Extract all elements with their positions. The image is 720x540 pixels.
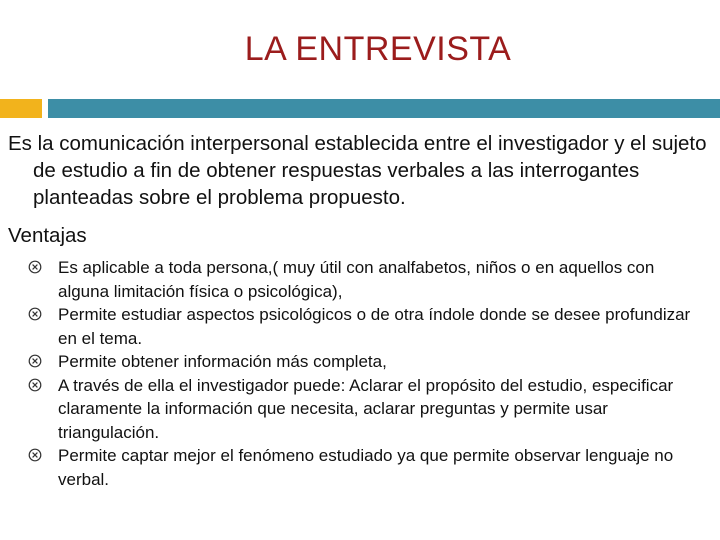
accent-bar bbox=[0, 99, 42, 118]
title-underline-bar bbox=[48, 99, 720, 118]
advantages-list bbox=[28, 256, 698, 491]
list-item-text: Permite estudiar aspectos psicológicos o de otra índole donde se desee profundizar en el tema. bbox=[58, 305, 691, 348]
list-item bbox=[28, 256, 698, 303]
list-item-text: Permite captar mejor el fenómeno estudiado ya que permite observar lenguaje no verbal. bbox=[58, 446, 674, 489]
circled-x-bullet-icon bbox=[28, 378, 42, 392]
intro-paragraph bbox=[8, 130, 716, 211]
circled-x-bullet-icon bbox=[28, 448, 42, 462]
list-item-text: Es aplicable a toda persona,( muy útil con analfabetos, niños o en aquellos con alguna limitación física o psicológica), bbox=[58, 258, 655, 301]
list-item bbox=[28, 374, 698, 445]
list-item-text: A través de ella el investigador puede: Aclarar el propósito del estudio, especificar claramente la información que necesita, aclarar preguntas y permite usar triangulación. bbox=[58, 375, 674, 442]
circled-x-bullet-icon bbox=[28, 354, 42, 368]
intro-text: Es la comunicación interpersonal establecida entre el investigador y el sujeto de estudio a fin de obtener respuestas verbales a las interrogantes planteadas sobre el problema propuesto. bbox=[8, 132, 707, 209]
list-item bbox=[28, 350, 698, 374]
list-item bbox=[28, 303, 698, 350]
list-item bbox=[28, 444, 698, 491]
list-item-text: Permite obtener información más completa, bbox=[58, 352, 387, 371]
slide-title: LA ENTREVISTA bbox=[244, 30, 512, 68]
section-heading: Ventajas bbox=[8, 224, 87, 247]
circled-x-bullet-icon bbox=[28, 260, 42, 274]
circled-x-bullet-icon bbox=[28, 307, 42, 321]
